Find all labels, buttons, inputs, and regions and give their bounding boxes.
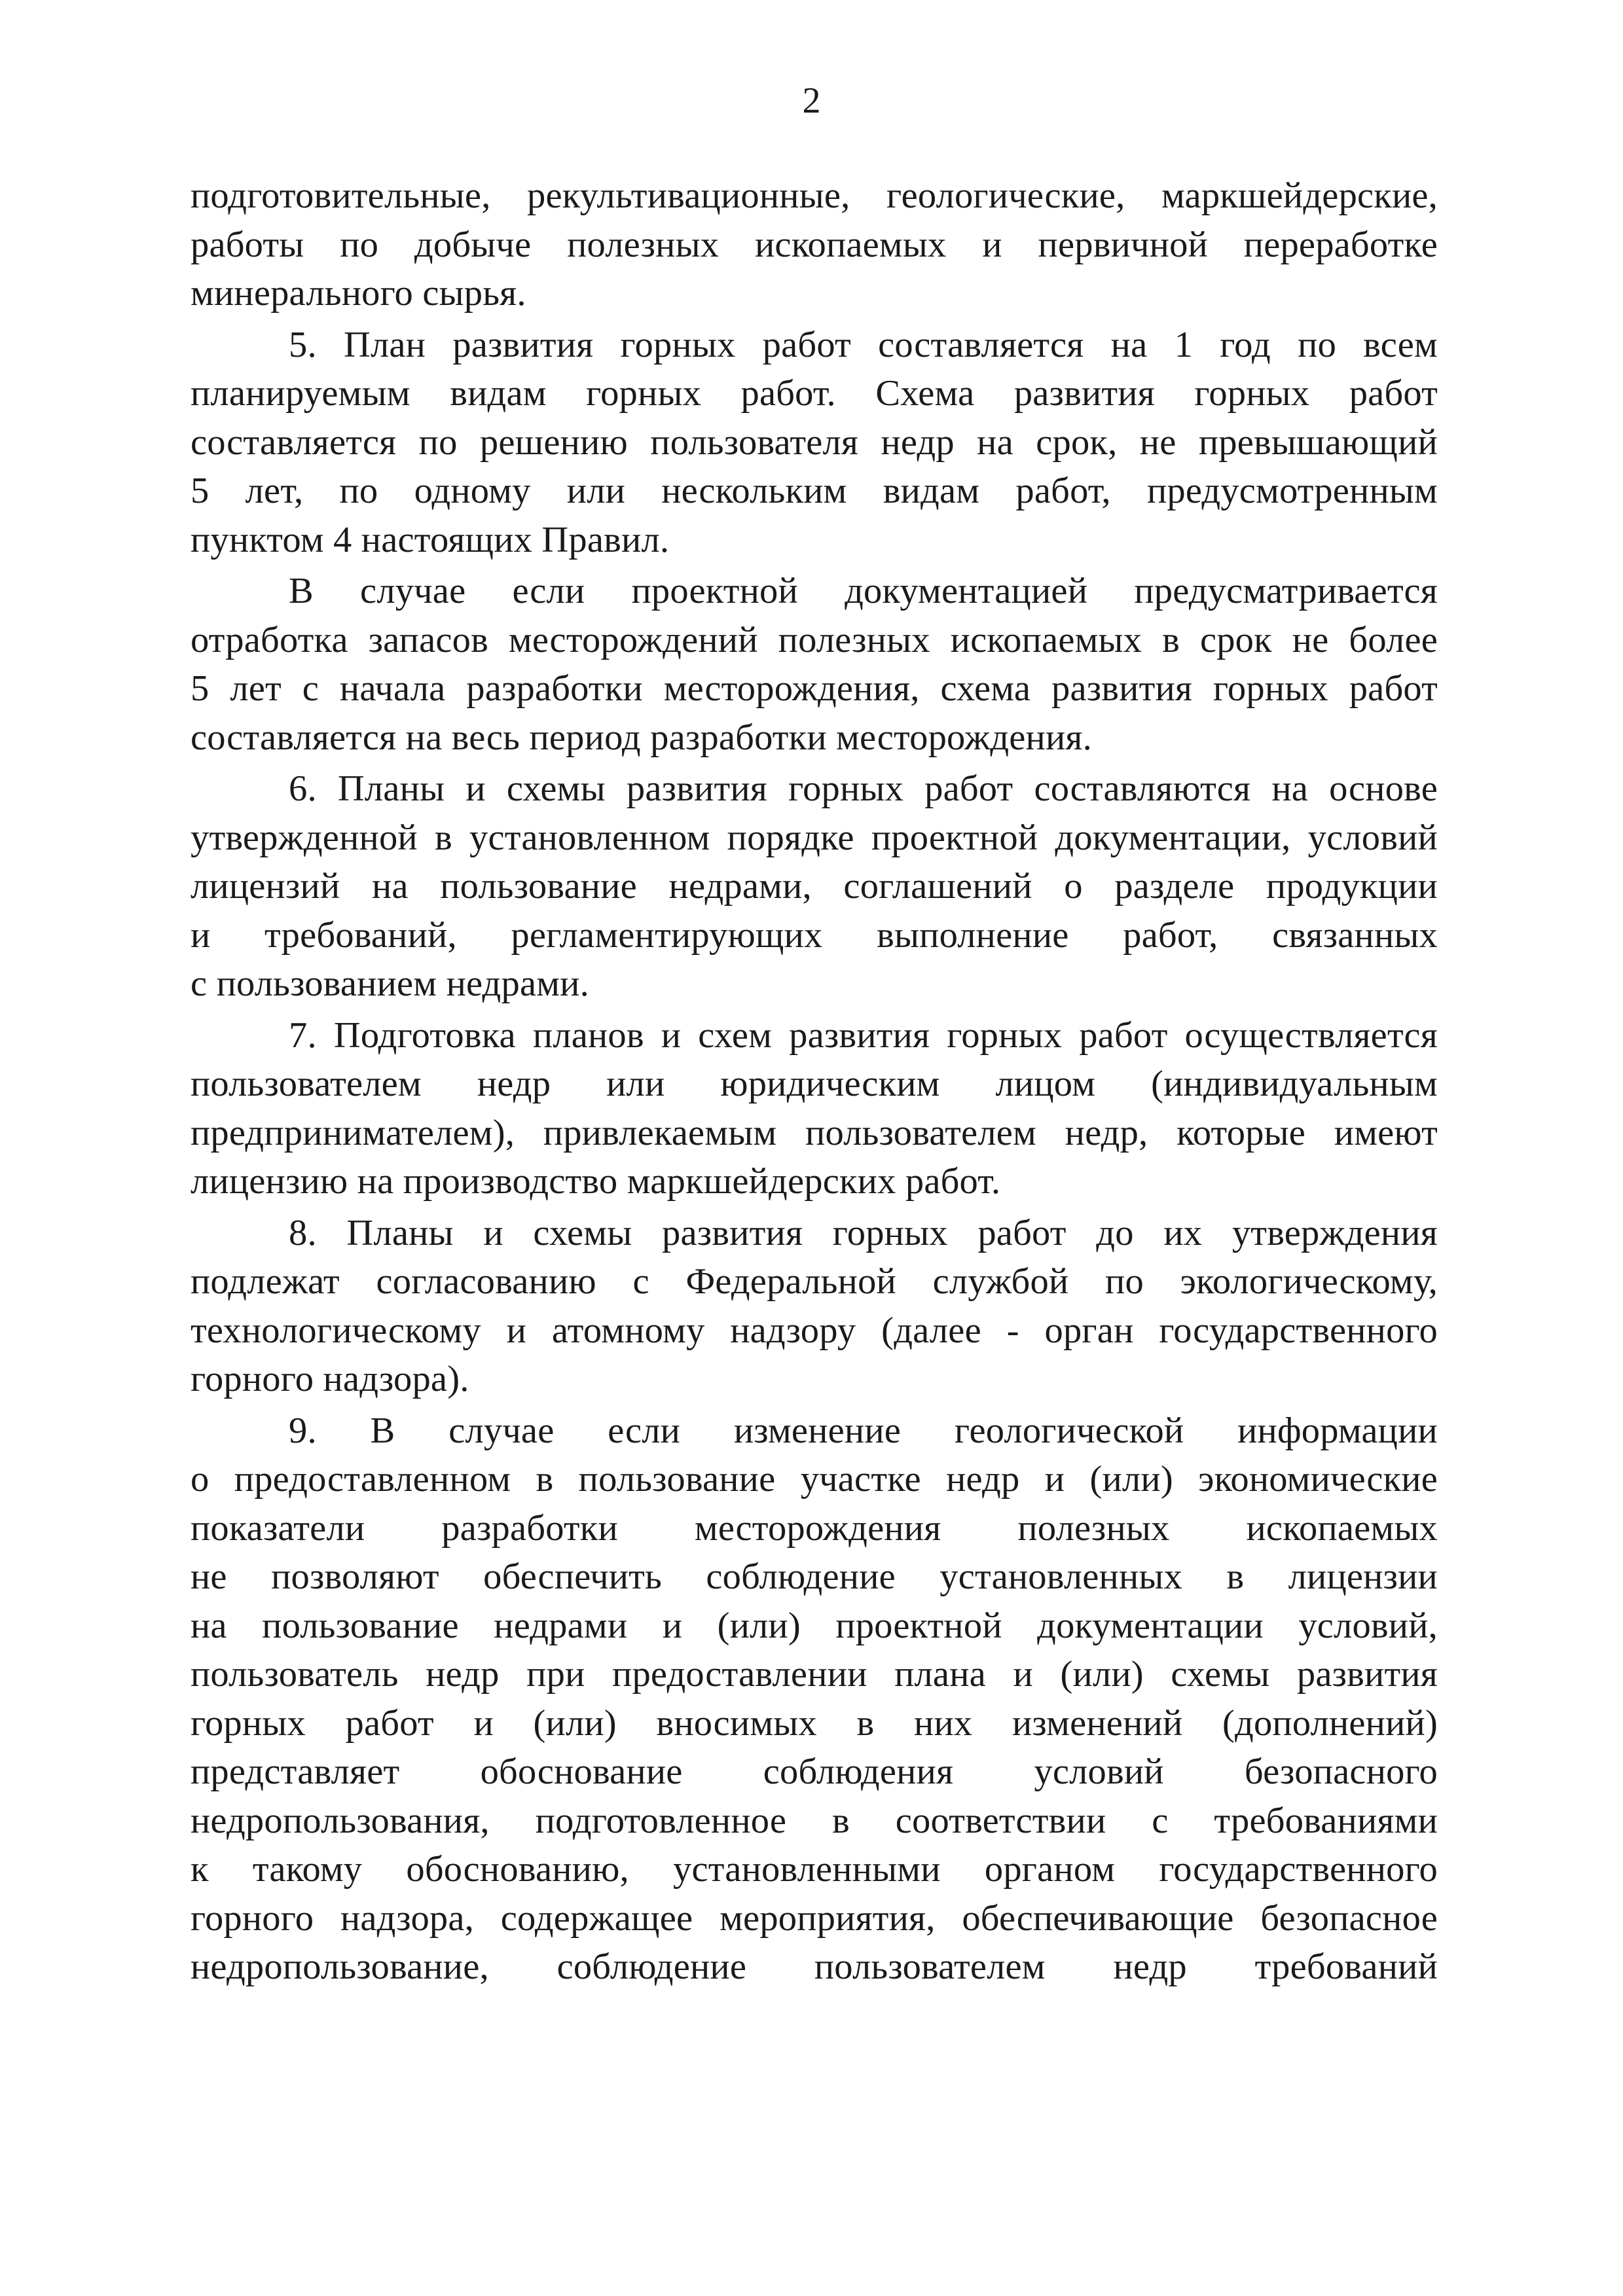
text-line: лицензию на производство маркшейдерских работ. bbox=[191, 1161, 1001, 1202]
text-line: лицензий на пользование недрами, соглашений о разделе продукции bbox=[191, 866, 1438, 906]
text-line: не позволяют обеспечить соблюдение установленных в лицензии bbox=[191, 1556, 1438, 1597]
text-line: о предоставленном в пользование участке недр и (или) экономические bbox=[191, 1459, 1438, 1499]
text-line: работы по добыче полезных ископаемых и первичной переработке bbox=[191, 224, 1438, 265]
text-line: 5. План развития горных работ составляется на 1 год по всем bbox=[289, 324, 1438, 365]
text-line: 8. Планы и схемы развития горных работ до их утверждения bbox=[289, 1212, 1438, 1253]
text-line: 7. Подготовка планов и схем развития горных работ осуществляется bbox=[289, 1014, 1438, 1056]
paragraph bbox=[191, 171, 1438, 318]
text-line: и требований, регламентирующих выполнение работ, связанных bbox=[191, 914, 1438, 956]
text-line: с пользованием недрами. bbox=[191, 963, 589, 1004]
text-line: подлежат согласованию с Федеральной службой по экологическому, bbox=[191, 1261, 1438, 1302]
text-line: 6. Планы и схемы развития горных работ составляются на основе bbox=[289, 768, 1438, 809]
text-line: к такому обоснованию, установленными органом государственного bbox=[191, 1849, 1438, 1890]
text-line: предпринимателем), привлекаемым пользователем недр, которые имеют bbox=[191, 1112, 1438, 1153]
text-line: представляет обоснование соблюдения условий безопасного bbox=[191, 1751, 1438, 1792]
text-line: 5 лет, по одному или нескольким видам работ, предусмотренным bbox=[191, 471, 1438, 511]
text-line: отработка запасов месторождений полезных ископаемых в срок не более bbox=[191, 619, 1438, 660]
paragraph bbox=[191, 1209, 1438, 1404]
text-line: горного надзора). bbox=[191, 1359, 469, 1399]
text-line: подготовительные, рекультивационные, геологические, маркшейдерские, bbox=[191, 175, 1438, 216]
paragraph bbox=[191, 1407, 1438, 1992]
paragraph bbox=[191, 1011, 1438, 1206]
text-line: составляется по решению пользователя недр на срок, не превышающий bbox=[191, 422, 1438, 463]
text-line: 5 лет с начала разработки месторождения, схема развития горных работ bbox=[191, 668, 1438, 709]
text-line: минерального сырья. bbox=[191, 273, 526, 314]
text-line: пользователем недр или юридическим лицом (индивидуальным bbox=[191, 1064, 1438, 1104]
page-number: 2 bbox=[802, 81, 821, 121]
text-line: на пользование недрами и (или) проектной документации условий, bbox=[191, 1605, 1438, 1646]
text-line: 9. В случае если изменение геологической информации bbox=[289, 1410, 1438, 1451]
text-line: горного надзора, содержащее мероприятия, обеспечивающие безопасное bbox=[191, 1897, 1438, 1939]
text-line: недропользования, подготовленное в соответствии с требованиями bbox=[191, 1800, 1438, 1841]
paragraph bbox=[191, 321, 1438, 565]
text-line: пунктом 4 настоящих Правил. bbox=[191, 519, 670, 560]
text-line: планируемым видам горных работ. Схема развития горных работ bbox=[191, 373, 1438, 414]
text-line: составляется на весь период разработки месторождения. bbox=[191, 717, 1092, 758]
text-line: В случае если проектной документацией предусматривается bbox=[289, 571, 1438, 611]
paragraph bbox=[191, 567, 1438, 762]
text-line: показатели разработки месторождения полезных ископаемых bbox=[191, 1507, 1438, 1549]
text-line: утвержденной в установленном порядке проектной документации, условий bbox=[191, 817, 1438, 858]
text-line: недропользование, соблюдение пользователем недр требований bbox=[191, 1946, 1438, 1987]
text-line: технологическому и атомному надзору (далее - орган государственного bbox=[191, 1310, 1438, 1351]
paragraph bbox=[191, 764, 1438, 1009]
text-line: горных работ и (или) вносимых в них изменений (дополнений) bbox=[191, 1702, 1438, 1744]
text-line: пользователь недр при предоставлении плана и (или) схемы развития bbox=[191, 1654, 1438, 1695]
body-text bbox=[191, 171, 1438, 1992]
